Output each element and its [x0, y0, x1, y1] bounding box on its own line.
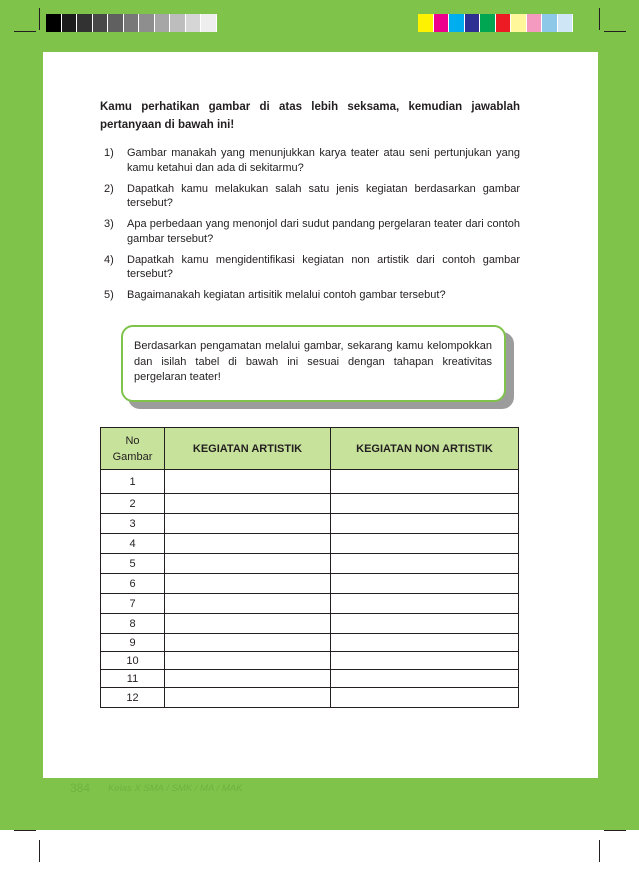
artistic-activity-cell[interactable]: [165, 514, 331, 534]
note-text: Berdasarkan pengamatan melalui gambar, sekarang kamu kelompokkan dan isilah tabel di bawah ini sesuai dengan tahapan kreativitas pergelaran teater!: [134, 340, 492, 383]
artistic-activity-cell[interactable]: [165, 470, 331, 494]
table-row: [101, 594, 519, 614]
color-swatch: [139, 14, 155, 32]
non-artistic-activity-cell[interactable]: [331, 554, 519, 574]
header-non-artistic: KEGIATAN NON ARTISTIK: [331, 428, 519, 470]
artistic-activity-cell[interactable]: [165, 534, 331, 554]
question-text: Apa perbedaan yang menonjol dari sudut pandang pergelaran teater dari contoh gambar tersebut?: [127, 218, 520, 245]
non-artistic-activity-cell[interactable]: [331, 688, 519, 708]
color-swatch: [170, 14, 186, 32]
table-row: [101, 634, 519, 652]
book-title-footer: Kelas X SMA / SMK / MA / MAK: [108, 783, 243, 794]
intro-instruction: Kamu perhatikan gambar di atas lebih seksama, kemudian jawablah pertanyaan di bawah ini!: [100, 101, 520, 131]
bottom-color-band: [0, 778, 639, 830]
row-number-cell: 9: [101, 634, 165, 652]
question-text: Gambar manakah yang menunjukkan karya teater atau seni pertunjukan yang kamu ketahui dan ada di sekitarmu?: [127, 147, 520, 174]
crop-mark: [604, 830, 626, 831]
non-artistic-activity-cell[interactable]: [331, 652, 519, 670]
artistic-activity-cell[interactable]: [165, 688, 331, 708]
color-swatch: [449, 14, 465, 32]
color-swatch: [155, 14, 171, 32]
color-swatch: [558, 14, 574, 32]
header-artistic: KEGIATAN ARTISTIK: [165, 428, 331, 470]
artistic-activity-cell[interactable]: [165, 494, 331, 514]
non-artistic-activity-cell[interactable]: [331, 594, 519, 614]
crop-mark: [599, 840, 600, 862]
non-artistic-activity-cell[interactable]: [331, 470, 519, 494]
row-number-cell: 1: [101, 470, 165, 494]
grayscale-calibration-bar: [46, 14, 217, 32]
non-artistic-activity-cell[interactable]: [331, 574, 519, 594]
color-swatch: [62, 14, 78, 32]
right-green-margin: [598, 52, 639, 830]
row-number-cell: 5: [101, 554, 165, 574]
color-swatch: [186, 14, 202, 32]
question-item: [104, 182, 520, 211]
row-number-cell: 8: [101, 614, 165, 634]
table-body: [101, 470, 519, 708]
artistic-activity-cell[interactable]: [165, 594, 331, 614]
activity-table: [100, 427, 519, 708]
artistic-activity-cell[interactable]: [165, 652, 331, 670]
non-artistic-activity-cell[interactable]: [331, 614, 519, 634]
question-text: Dapatkah kamu melakukan salah satu jenis kegiatan berdasarkan gambar tersebut?: [127, 182, 520, 209]
table-row: [101, 534, 519, 554]
question-number: 5): [104, 289, 114, 301]
color-swatch: [496, 14, 512, 32]
color-swatch: [93, 14, 109, 32]
question-item: [104, 217, 520, 246]
table-row: [101, 670, 519, 688]
question-number: 3): [104, 218, 114, 230]
crop-mark: [39, 8, 40, 30]
row-number-cell: 7: [101, 594, 165, 614]
table-row: [101, 652, 519, 670]
artistic-activity-cell[interactable]: [165, 634, 331, 652]
row-number-cell: 3: [101, 514, 165, 534]
table-row: [101, 688, 519, 708]
table-header-row: [101, 428, 519, 470]
artistic-activity-cell[interactable]: [165, 670, 331, 688]
question-item: [104, 288, 520, 303]
crop-mark: [604, 31, 626, 32]
color-swatch: [201, 14, 217, 32]
non-artistic-activity-cell[interactable]: [331, 534, 519, 554]
artistic-activity-cell[interactable]: [165, 574, 331, 594]
row-number-cell: 2: [101, 494, 165, 514]
row-number-cell: 4: [101, 534, 165, 554]
question-number: 4): [104, 253, 114, 266]
color-swatch: [418, 14, 434, 32]
header-no-line2: Gambar: [112, 450, 153, 463]
non-artistic-activity-cell[interactable]: [331, 494, 519, 514]
table-row: [101, 554, 519, 574]
table-row: [101, 574, 519, 594]
row-number-cell: 11: [101, 670, 165, 688]
crop-mark: [39, 840, 40, 862]
instruction-note-box: [121, 325, 506, 402]
question-text: Dapatkah kamu mengidentifikasi kegiatan non artistik dari contoh gambar tersebut?: [127, 253, 520, 280]
header-no-line1: No: [125, 434, 140, 447]
question-number: 1): [104, 147, 114, 159]
crop-mark: [14, 830, 36, 831]
non-artistic-activity-cell[interactable]: [331, 634, 519, 652]
color-swatch: [46, 14, 62, 32]
left-green-margin: [0, 52, 43, 830]
row-number-cell: 12: [101, 688, 165, 708]
color-calibration-bar: [418, 14, 573, 32]
table-row: [101, 514, 519, 534]
color-swatch: [542, 14, 558, 32]
question-item: [104, 146, 520, 175]
color-swatch: [527, 14, 543, 32]
color-swatch: [77, 14, 93, 32]
table-row: [101, 470, 519, 494]
color-swatch: [465, 14, 481, 32]
question-number: 2): [104, 182, 114, 195]
row-number-cell: 6: [101, 574, 165, 594]
table-row: [101, 494, 519, 514]
color-swatch: [511, 14, 527, 32]
non-artistic-activity-cell[interactable]: [331, 670, 519, 688]
artistic-activity-cell[interactable]: [165, 554, 331, 574]
question-list: [104, 146, 520, 309]
question-item: [104, 253, 520, 282]
color-swatch: [434, 14, 450, 32]
row-number-cell: 10: [101, 652, 165, 670]
color-swatch: [108, 14, 124, 32]
color-swatch: [124, 14, 140, 32]
crop-mark: [14, 31, 36, 32]
crop-mark: [599, 8, 600, 30]
color-swatch: [480, 14, 496, 32]
header-no-gambar: [101, 428, 165, 470]
page-number: 384: [70, 781, 91, 795]
table-row: [101, 614, 519, 634]
artistic-activity-cell[interactable]: [165, 614, 331, 634]
question-text: Bagaimanakah kegiatan artisitik melalui contoh gambar tersebut?: [127, 289, 446, 301]
non-artistic-activity-cell[interactable]: [331, 514, 519, 534]
